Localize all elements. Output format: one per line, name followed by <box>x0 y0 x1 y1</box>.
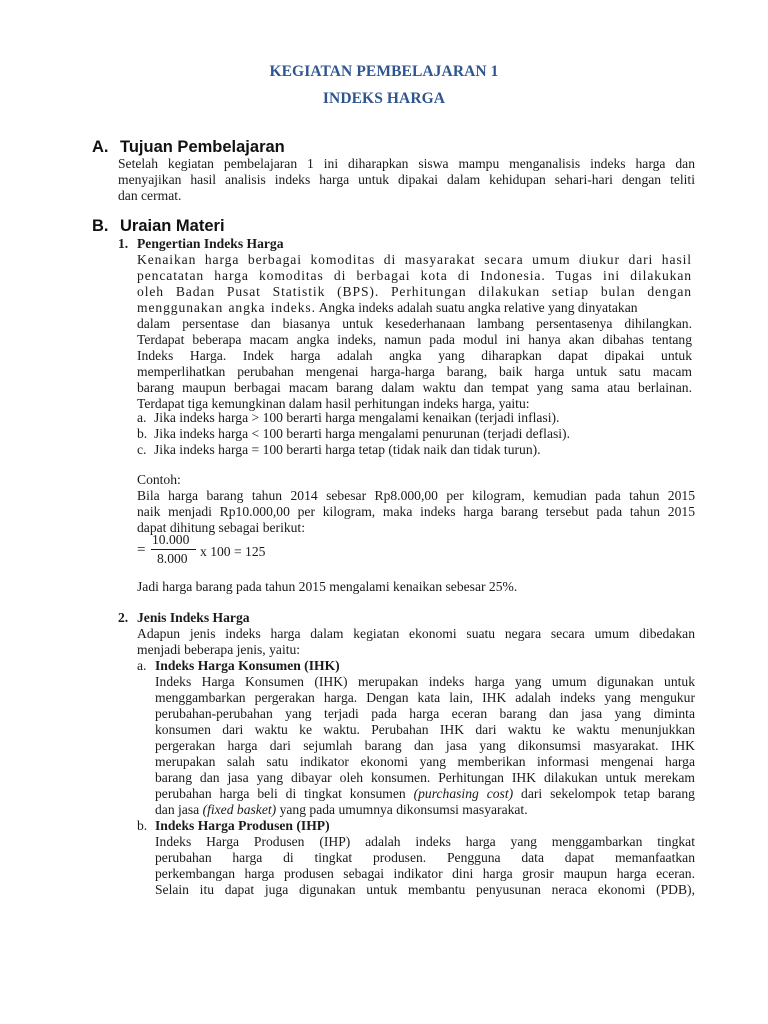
paragraph-line: naik menjadi Rp10.000,00 per kilogram, maka indeks harga barang tersebut pada tahun 2015 <box>137 504 695 519</box>
section-a-title: Tujuan Pembelajaran <box>120 138 285 156</box>
paragraph-line: Indeks Harga Produsen (IHP) adalah indeks harga yang menggambarkan tingkat <box>155 834 695 849</box>
example-conclusion: Jadi harga barang pada tahun 2015 mengalami kenaikan sebesar 25%. <box>137 579 518 594</box>
paragraph-line-italic: (fixed basket) <box>202 802 277 817</box>
section-a-paragraph <box>118 156 695 204</box>
ihp-title: Indeks Harga Produsen (IHP) <box>155 818 330 833</box>
formula-denominator: 8.000 <box>157 551 188 566</box>
paragraph-line: menggambarkan pergerakan harga. Dengan kata lain, IHK adalah indeks yang mengukur <box>155 690 695 705</box>
document-subtitle: INDEKS HARGA <box>322 90 446 107</box>
paragraph-line: konsumen dari waktu ke waktu. Perubahan IHK dari waktu ke waktu menunjukkan <box>155 722 695 737</box>
formula-numerator: 10.000 <box>152 532 190 547</box>
section-b-title: Uraian Materi <box>120 217 225 235</box>
paragraph-line: dalam persentase dan biasanya untuk kesederhanaan lambang persentasenya dihilangkan. <box>137 316 692 331</box>
section-b-letter: B. <box>92 217 109 235</box>
subsection-2-title: Jenis Indeks Harga <box>137 610 250 625</box>
example-label: Contoh: <box>137 472 181 487</box>
paragraph-line: Setelah kegiatan pembelajaran 1 ini diharapkan siswa mampu menganalisis indeks harga dan <box>118 156 695 171</box>
list-item: Jika indeks harga < 100 berarti harga mengalami penurunan (terjadi deflasi). <box>154 426 570 441</box>
list-item-letter: c. <box>137 442 147 457</box>
subsection-2-intro <box>137 626 695 658</box>
ihp-paragraph <box>155 834 695 898</box>
paragraph-line: Selain itu dapat juga digunakan untuk membantu penyusunan neraca ekonomi (PDB), <box>155 882 695 897</box>
paragraph-line <box>137 300 692 316</box>
subsection-1-title: Pengertian Indeks Harga <box>137 236 284 251</box>
example-paragraph <box>137 488 695 536</box>
paragraph-line: menyajikan hasil analisis indeks harga untuk dipakai dalam kehidupan sehari-hari dengan teliti <box>118 172 695 187</box>
ihk-paragraph <box>155 674 695 818</box>
ihk-letter: a. <box>137 658 147 673</box>
paragraph-line-part: yang pada umumnya dikonsumsi masyarakat. <box>276 802 528 817</box>
subsection-1-number: 1. <box>118 236 129 251</box>
paragraph-line-italic: (purchasing cost) <box>413 786 514 801</box>
paragraph-line: perubahan-perubahan yang terjadi pada harga eceran barang dan jasa yang diminta <box>155 706 695 721</box>
paragraph-line <box>155 802 695 818</box>
section-a-letter: A. <box>92 138 109 156</box>
paragraph-line: Bila harga barang tahun 2014 sebesar Rp8.000,00 per kilogram, kemudian pada tahun 2015 <box>137 488 695 503</box>
paragraph-line: barang maupun berbagai macam barang dalam waktu dan tempat yang sama atau berlainan. <box>137 380 692 395</box>
ihk-title: Indeks Harga Konsumen (IHK) <box>155 658 340 673</box>
paragraph-line: Kenaikan harga berbagai komoditas di masyarakat secara umum diukur dari hasil <box>137 252 692 267</box>
list-item-letter: b. <box>137 426 148 441</box>
paragraph-line: oleh Badan Pusat Statistik (BPS). Perhitungan dilakukan setiap bulan dengan <box>137 284 692 299</box>
paragraph-line: dan cermat. <box>118 188 182 203</box>
paragraph-line: dapat dihitung sebagai berikut: <box>137 520 305 535</box>
paragraph-line: perkembangan harga produsen sebagai indikator dini harga grosir maupun harga eceran. <box>155 866 695 881</box>
paragraph-line: menjadi beberapa jenis, yaitu: <box>137 642 301 657</box>
paragraph-line: memperlihatkan perubahan mengenai harga-harga barang, baik harga untuk satu macam <box>137 364 692 379</box>
paragraph-line-part: dan jasa <box>155 802 203 817</box>
paragraph-line: Adapun jenis indeks harga dalam kegiatan ekonomi suatu negara secara umum dibedakan <box>137 626 695 641</box>
paragraph-line: Terdapat beberapa macam angka indeks, namun pada modul ini hanya akan dibahas tentang <box>137 332 692 347</box>
paragraph-line: Indeks Harga Konsumen (IHK) merupakan indeks harga yang umum digunakan untuk <box>155 674 695 689</box>
list-item: Jika indeks harga > 100 berarti harga mengalami kenaikan (terjadi inflasi). <box>154 410 560 425</box>
list-item: Jika indeks harga = 100 berarti harga tetap (tidak naik dan tidak turun). <box>154 442 541 457</box>
formula-equals: = <box>137 542 146 558</box>
fraction-bar <box>151 549 196 550</box>
paragraph-line-part: dari sekelompok tetap barang <box>513 786 695 801</box>
paragraph-line-part: Angka indeks adalah suatu angka relative yang dinyatakan <box>318 300 638 315</box>
paragraph-line <box>155 786 695 802</box>
formula-result: x 100 = 125 <box>200 544 266 559</box>
paragraph-line: Indeks Harga. Indek harga adalah angka yang diharapkan dapat dipakai untuk <box>137 348 692 363</box>
paragraph-line: Terdapat tiga kemungkinan dalam hasil perhitungan indeks harga, yaitu: <box>137 396 530 411</box>
list-item-letter: a. <box>137 410 147 425</box>
document-title: KEGIATAN PEMBELAJARAN 1 <box>269 63 499 80</box>
paragraph-line: pencatatan harga komoditas di berbagai kota di Indonesia. Tugas ini dilakukan <box>137 268 692 283</box>
paragraph-line: perubahan harga di tingkat produsen. Pengguna data dapat memanfaatkan <box>155 850 695 865</box>
subsection-1-paragraph <box>137 252 692 412</box>
paragraph-line: barang dan jasa yang dibayar oleh konsumen. Perhitungan IHK dilakukan untuk merekam <box>155 770 695 785</box>
paragraph-line-part: perubahan harga beli di tingkat konsumen <box>155 786 414 801</box>
paragraph-line: merupakan salah satu indikator ekonomi yang memberikan informasi mengenai harga <box>155 754 695 769</box>
paragraph-line-part: menggunakan angka indeks. <box>137 300 316 315</box>
subsection-2-number: 2. <box>118 610 129 625</box>
paragraph-line: pergerakan harga dari sejumlah barang dan jasa yang dikonsumsi masyarakat. IHK <box>155 738 695 753</box>
ihp-letter: b. <box>137 818 148 833</box>
